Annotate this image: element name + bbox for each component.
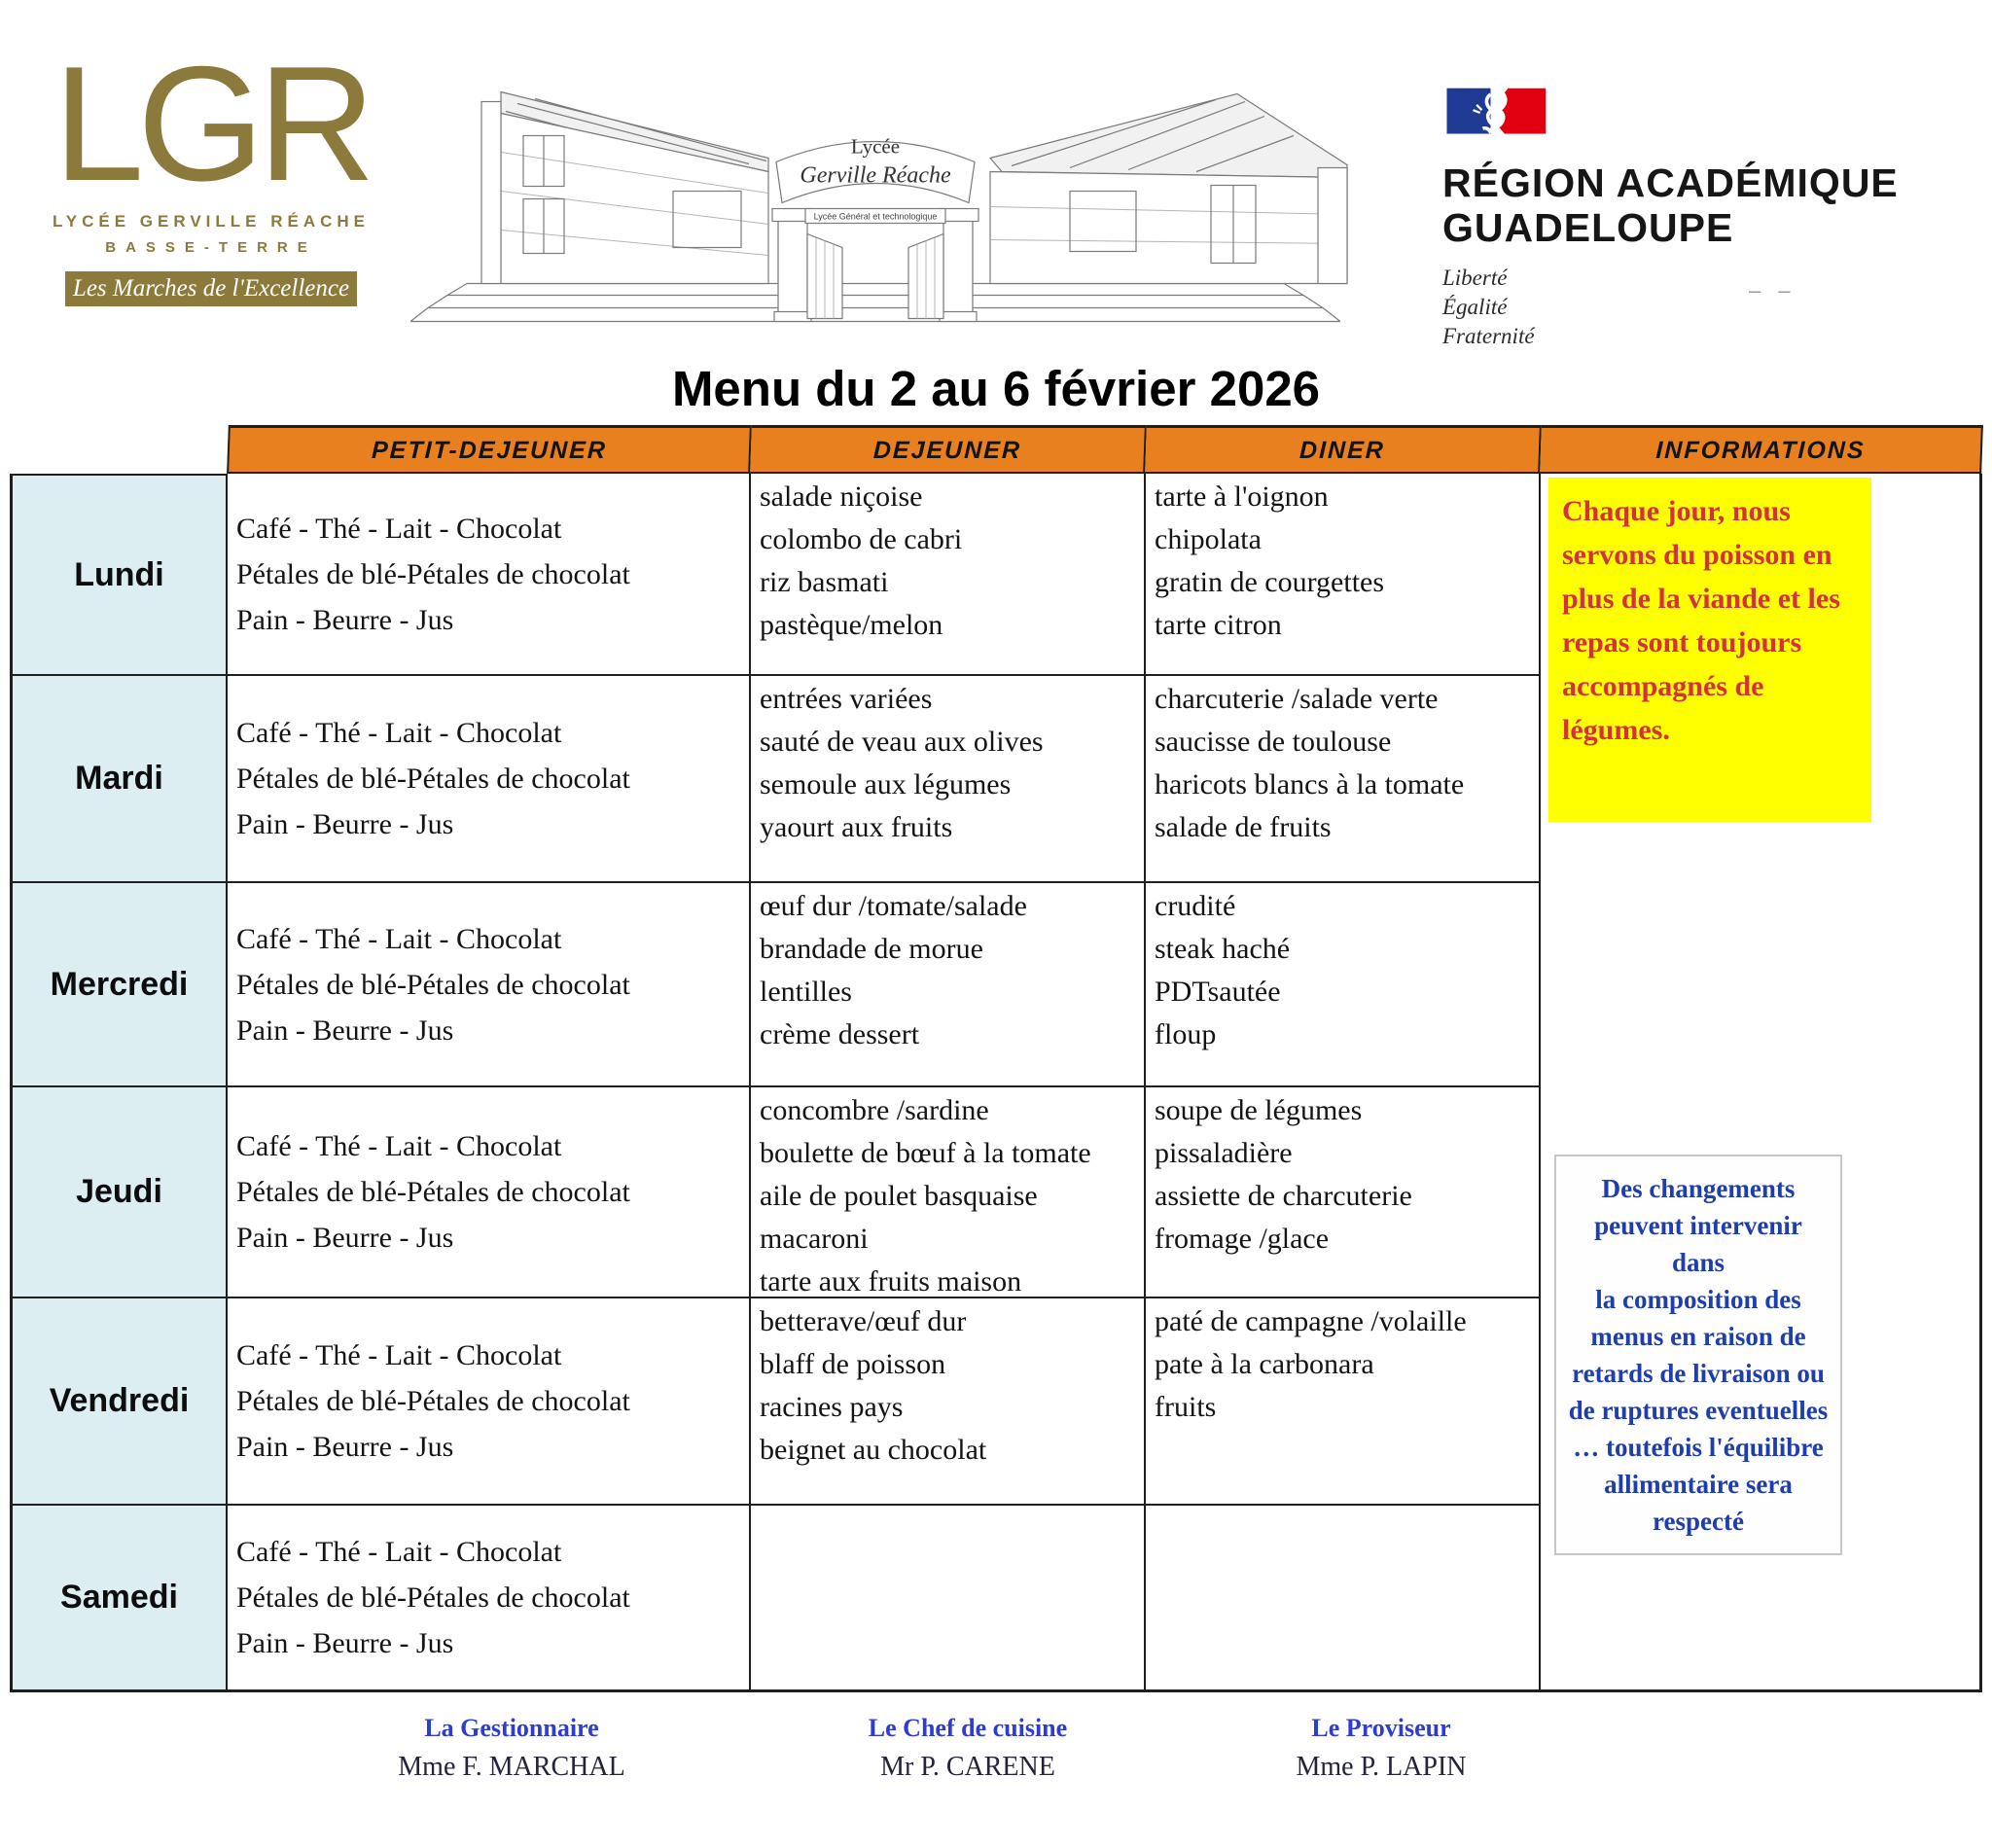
- day-cell-mercredi: Mercredi: [10, 883, 228, 1087]
- dinner-lines: tarte à l'oignon chipolata gratin de courgettes tarte citron: [1155, 480, 1385, 641]
- republic-motto: [1442, 264, 1987, 351]
- building-sign-sub: Lycée Général et technologique: [813, 211, 938, 222]
- dinner-cell-jeudi: [1146, 1087, 1541, 1298]
- header-cell-diner: DINER: [1145, 425, 1542, 474]
- signature-role: La Gestionnaire: [424, 1714, 599, 1742]
- page-title: Menu du 2 au 6 février 2026: [671, 361, 1321, 416]
- signature-gestionnaire: [366, 1714, 658, 1783]
- signature-name: Mr P. CARENE: [880, 1752, 1055, 1782]
- breakfast-cell-lundi: [228, 474, 751, 676]
- lunch-lines: œuf dur /tomate/salade brandade de morue lentilles crème dessert: [760, 890, 1027, 1050]
- signature-role: Le Proviseur: [1311, 1714, 1451, 1742]
- building-sketch-svg: [389, 41, 1362, 338]
- day-cell-jeudi: Jeudi: [10, 1087, 228, 1298]
- signature-name: Mme P. LAPIN: [1296, 1752, 1467, 1782]
- region-title-line2: GUADELOUPE: [1442, 205, 1734, 250]
- motto-fraternite: Fraternité: [1442, 324, 1535, 348]
- scan-artifact-dashes: – –: [1749, 278, 1796, 302]
- lunch-cell-mardi: [751, 676, 1146, 883]
- school-logo: [51, 32, 372, 306]
- header-cell-petit-dejeuner: PETIT-DEJEUNER: [227, 425, 752, 474]
- signature-proviseur: [1235, 1714, 1527, 1783]
- breakfast-lines: Café - Thé - Lait - Chocolat Pétales de blé-Pétales de chocolat Pain - Beurre - Jus: [236, 1130, 630, 1254]
- motto-egalite: Égalité: [1442, 295, 1508, 319]
- signature-chef-de-cuisine: [822, 1714, 1114, 1783]
- lunch-cell-jeudi: [751, 1087, 1146, 1298]
- signature-role: Le Chef de cuisine: [868, 1714, 1068, 1742]
- day-cell-samedi: Samedi: [10, 1506, 228, 1692]
- lunch-lines: betterave/œuf dur blaff de poisson racines pays beignet au chocolat: [760, 1305, 987, 1466]
- breakfast-cell-mardi: [228, 676, 751, 883]
- menu-table: [10, 425, 1982, 1692]
- daily-notice: [1548, 478, 1871, 822]
- region-title: [1442, 160, 1987, 250]
- daily-notice-text: Chaque jour, nous servons du poisson en plus de la viande et les repas sont toujours accompagnés de légumes.: [1562, 495, 1840, 746]
- header-cell-informations: INFORMATIONS: [1540, 425, 1983, 474]
- dinner-lines: paté de campagne /volaille pate à la carbonara fruits: [1155, 1305, 1467, 1423]
- lunch-lines: concombre /sardine boulette de bœuf à la tomate aile de poulet basquaise macaroni tarte aux fruits maison: [760, 1094, 1091, 1297]
- breakfast-lines: Café - Thé - Lait - Chocolat Pétales de blé-Pétales de chocolat Pain - Beurre - Jus: [236, 717, 630, 840]
- building-sign-line2: Gerville Réache: [800, 162, 951, 189]
- lunch-cell-samedi: [751, 1506, 1146, 1692]
- school-logo-city: BASSE-TERRE: [105, 239, 317, 256]
- breakfast-lines: Café - Thé - Lait - Chocolat Pétales de blé-Pétales de chocolat Pain - Beurre - Jus: [236, 1536, 630, 1659]
- changes-notice-text: Des changements peuvent intervenir dans la composition des menus en raison de retards de livraison ou de ruptures eventuelles … toutefois l'équilibre allimentaire sera respecté: [1568, 1174, 1829, 1536]
- breakfast-lines: Café - Thé - Lait - Chocolat Pétales de blé-Pétales de chocolat Pain - Beurre - Jus: [236, 1339, 630, 1463]
- breakfast-cell-jeudi: [228, 1087, 751, 1298]
- dinner-lines: soupe de légumes pissaladière assiette de charcuterie fromage /glace: [1155, 1094, 1412, 1255]
- lunch-cell-mercredi: [751, 883, 1146, 1087]
- dinner-cell-vendredi: [1146, 1298, 1541, 1506]
- france-marianne-flag-icon: [1442, 86, 1565, 138]
- school-building-illustration: [389, 41, 1362, 338]
- day-cell-lundi: Lundi: [10, 474, 228, 676]
- breakfast-cell-samedi: [228, 1506, 751, 1692]
- lunch-lines: salade niçoise colombo de cabri riz basmati pastèque/melon: [760, 480, 963, 641]
- breakfast-lines: Café - Thé - Lait - Chocolat Pétales de blé-Pétales de chocolat Pain - Beurre - Jus: [236, 512, 630, 636]
- day-cell-vendredi: Vendredi: [10, 1298, 228, 1506]
- dinner-cell-lundi: [1146, 474, 1541, 676]
- dinner-cell-mercredi: [1146, 883, 1541, 1087]
- school-logo-name: LYCÉE GERVILLE RÉACHE: [52, 212, 371, 231]
- region-academique-block: [1442, 86, 1987, 351]
- dinner-lines: charcuterie /salade verte saucisse de toulouse haricots blancs à la tomate salade de fruits: [1155, 683, 1465, 843]
- header-cell-dejeuner: DEJEUNER: [750, 425, 1147, 474]
- day-cell-mardi: Mardi: [10, 676, 228, 883]
- lunch-lines: entrées variées sauté de veau aux olives semoule aux légumes yaourt aux fruits: [760, 683, 1044, 843]
- breakfast-cell-mercredi: [228, 883, 751, 1087]
- signature-name: Mme F. MARCHAL: [398, 1752, 625, 1782]
- dinner-lines: crudité steak haché PDTsautée floup: [1155, 890, 1291, 1050]
- lunch-cell-vendredi: [751, 1298, 1146, 1506]
- informations-cell: [1541, 474, 1982, 1692]
- school-motto-banner: Les Marches de l'Excellence: [65, 271, 357, 306]
- table-corner-spacer: [10, 425, 228, 474]
- changes-notice: [1554, 1155, 1842, 1555]
- region-title-line1: RÉGION ACADÉMIQUE: [1442, 160, 1899, 205]
- building-sign-line1: Lycée: [850, 134, 901, 159]
- breakfast-cell-vendredi: [228, 1298, 751, 1506]
- lunch-cell-lundi: [751, 474, 1146, 676]
- breakfast-lines: Café - Thé - Lait - Chocolat Pétales de blé-Pétales de chocolat Pain - Beurre - Jus: [236, 922, 630, 1047]
- school-logo-acronym: LGR: [53, 32, 370, 215]
- motto-liberte: Liberté: [1442, 266, 1508, 290]
- dinner-cell-mardi: [1146, 676, 1541, 883]
- dinner-cell-samedi: [1146, 1506, 1541, 1692]
